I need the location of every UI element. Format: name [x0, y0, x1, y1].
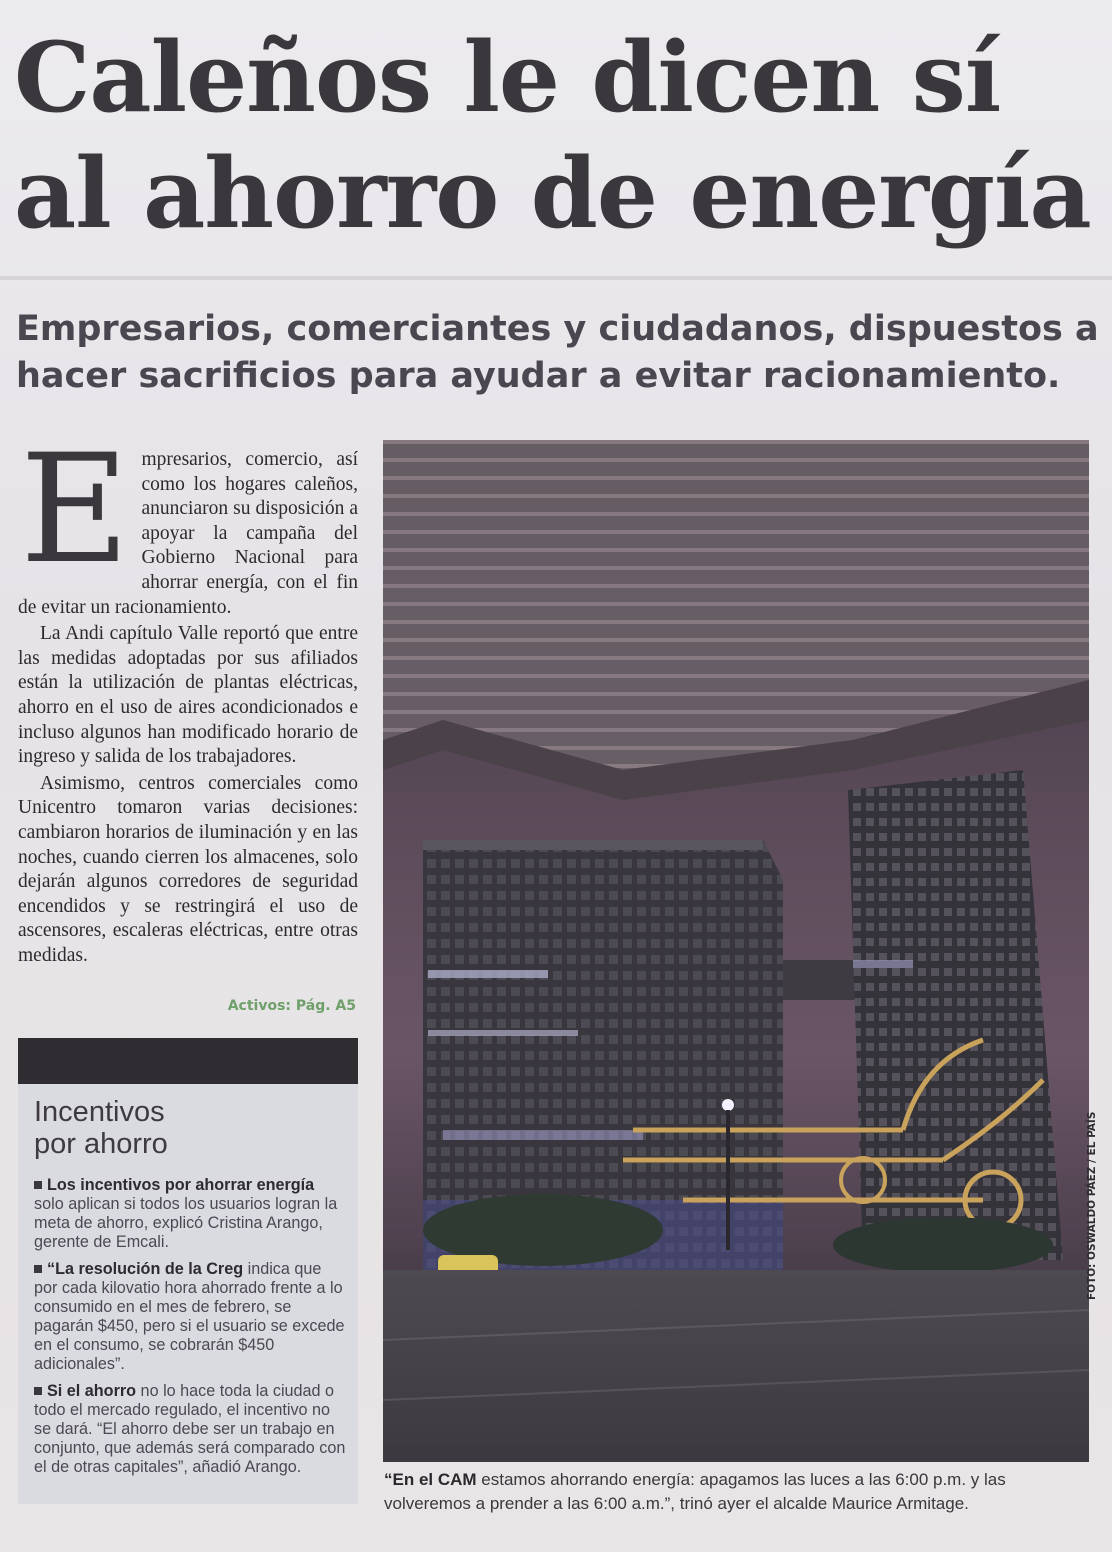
bullet-icon [34, 1265, 42, 1273]
article-paragraph-3: Asimismo, centros comerciales como Unicentro tomaron varias decisiones: cambiaron horarios de iluminación y en las noches, cuando cierren los almacenes, solo dejarán algunos corredores de seguridad encendidos y se restringirá el uso de ascensores, escaleras eléctricas, entre otras medidas. [18, 772, 358, 966]
sidebar-item-text: indica que por cada kilovatio hora ahorrado frente a lo consumido en el mes de febrero, se pagarán $450, pero si el usuario se excede en el consumo, se cobrarán $450 adicionales”. [34, 1260, 345, 1373]
article-body [18, 423, 358, 970]
article-paragraph-2: La Andi capítulo Valle reportó que entre las medidas adoptadas por sus afiliados están la utilización de plantas eléctricas, ahorro en el uso de aires acondicionados e incluso algunos han modificado horario de ingreso y salida de los trabajadores. [18, 623, 358, 768]
headline-line-1: Caleños le dicen sí [14, 21, 1001, 134]
incentives-sidebar [18, 1084, 358, 1504]
caption-text: estamos ahorrando energía: apagamos las luces a las 6:00 p.m. y las volveremos a prender a las 6:00 a.m.”, trinó ayer el alcalde Maurice Armitage. [384, 1470, 1006, 1513]
sidebar-item [34, 1382, 346, 1477]
cam-night-photo [383, 440, 1089, 1462]
sidebar-item-lead: Los incentivos por ahorrar energía [47, 1176, 315, 1194]
sidebar-item-text: solo aplican si todos los usuarios logran la meta de ahorro, explicó Cristina Arango, gerente de Emcali. [34, 1195, 338, 1251]
sidebar-item-lead: “La resolución de la Creg [47, 1260, 244, 1278]
bullet-icon [34, 1387, 42, 1395]
sidebar-item-text: no lo hace toda la ciudad o todo el mercado regulado, el incentivo no se dará. “El ahorro debe ser un trabajo en conjunto, que además será comparado con el de otras capitales”, añadió Arango. [34, 1382, 346, 1476]
caption-lead: “En el CAM [384, 1470, 477, 1489]
sidebar-title [34, 1096, 346, 1160]
divider [0, 276, 1112, 280]
sidebar-item [34, 1260, 346, 1374]
headline [14, 20, 1094, 252]
sidebar-item [34, 1176, 346, 1252]
sidebar-header-bar [18, 1038, 358, 1084]
page-reference: Activos: Pág. A5 [227, 998, 356, 1014]
article-paragraph-1: mpresarios, comercio, así como los hogares caleños, anunciaron su disposición a apoyar la campaña del Gobierno Nacional para ahorrar energía, con el fin de evitar un racionamiento. [18, 449, 358, 618]
bullet-icon [34, 1181, 42, 1189]
sidebar-title-line-1: Incentivos [34, 1096, 165, 1128]
sidebar-item-lead: Si el ahorro [47, 1382, 137, 1400]
photo-credit: FOTO: OSWALDO PÁEZ / EL PAÍS [1086, 1111, 1098, 1300]
photo-illustration [383, 440, 1089, 1462]
drop-cap: E [20, 423, 130, 597]
photo-caption [384, 1468, 1092, 1516]
sidebar-title-line-2: por ahorro [34, 1128, 168, 1160]
headline-line-2: al ahorro de energía [14, 137, 1091, 250]
subheadline: Empresarios, comerciantes y ciudadanos, dispuestos a hacer sacrificios para ayudar a evitar racionamiento. [16, 309, 1099, 396]
